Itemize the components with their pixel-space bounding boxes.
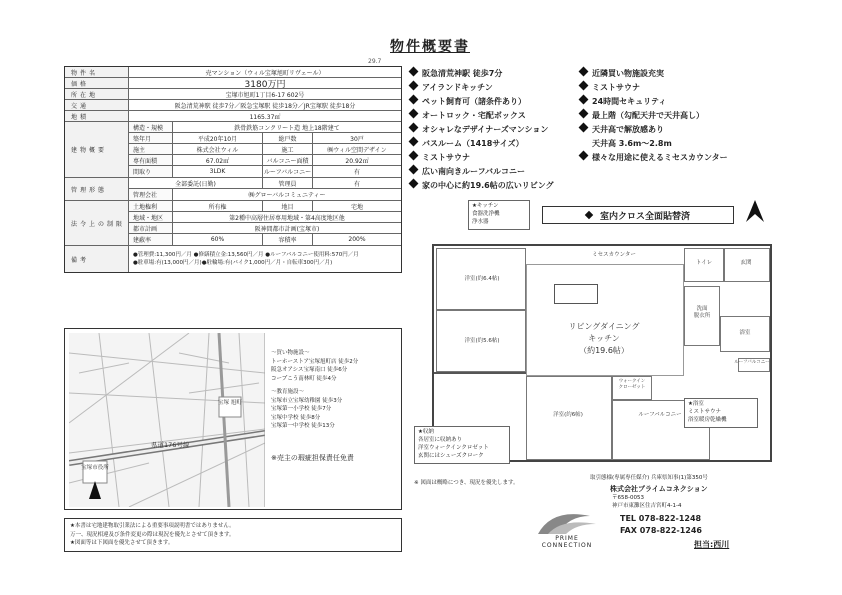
closet-label: ウォークイン クローゼット bbox=[618, 379, 646, 390]
balcony-label: バルコニー面積 bbox=[263, 155, 313, 165]
roof-label: ルーフバルコニー bbox=[734, 360, 770, 365]
shop-item: トーホーストア宝塚旭町店 徒歩2分 bbox=[271, 358, 359, 365]
zoning-label: 地域・地区 bbox=[129, 212, 173, 222]
built-label: 築年月 bbox=[129, 133, 173, 143]
structure-value: 鉄骨鉄筋コンクリート造 地上18階建て bbox=[234, 124, 340, 132]
seller-value: 株式会社ウィル bbox=[173, 144, 263, 154]
road-label: 県道176号線 bbox=[151, 441, 190, 449]
bath-label: 浴室 bbox=[739, 330, 751, 336]
school-item: 宝塚第一小学校 徒歩7分 bbox=[271, 406, 332, 413]
layout-label: 間取り bbox=[129, 166, 173, 177]
bullet-icon bbox=[409, 151, 419, 161]
disclaimer-note: ※売主の瑕疵担保責任免責 bbox=[271, 454, 354, 462]
storage-callout: ★収納 各居室に収納あり 洋室ウォークインクロゼット 玄関にはシューズクローク bbox=[414, 426, 510, 464]
bullet-icon bbox=[579, 109, 589, 119]
remarks-row bbox=[65, 246, 401, 272]
mgmt-type: 全部委託(日勤) bbox=[129, 178, 263, 188]
feature-item: 24時間セキュリティ bbox=[580, 96, 666, 107]
bullet-icon bbox=[579, 151, 589, 161]
feature-item: オシャレなデザイナーズマンション bbox=[410, 124, 548, 135]
shop-heading: ～買い物施設～ bbox=[271, 350, 310, 356]
footnote bbox=[64, 518, 402, 552]
bullet-icon bbox=[579, 67, 589, 77]
footnote-line: ★本書は宅地建物取引業法による重要事項説明書ではありません。 bbox=[70, 523, 235, 529]
builder-label: 施工 bbox=[263, 144, 313, 154]
footnote-line: 万一、現況相違及び条件変更の際は現況を優先とさせて頂きます。 bbox=[70, 531, 235, 538]
management-group bbox=[65, 178, 401, 201]
land-value: 1165.37㎡ bbox=[249, 113, 281, 121]
bullet-icon bbox=[409, 123, 419, 133]
room1-label: 洋室(約6.4帖) bbox=[464, 276, 500, 282]
kitchen-island bbox=[554, 284, 598, 304]
far-label: 容積率 bbox=[263, 234, 313, 245]
living-kitchen-label: キッチン bbox=[588, 334, 620, 343]
bullet-icon bbox=[409, 81, 419, 91]
fax-number: FAX 078-822-1246 bbox=[620, 526, 702, 535]
remarks-label: 備考 bbox=[65, 246, 129, 272]
nearby-facilities bbox=[271, 349, 358, 431]
layout-value: 3LDK bbox=[173, 166, 263, 177]
map-area-label2: 宝塚 旭町 bbox=[218, 400, 242, 406]
feature-item: 近隣買い物施設充実 bbox=[580, 68, 664, 79]
law-label: 法令上の制限 bbox=[65, 201, 129, 245]
kitchen-callout: ★キッチン 食器洗浄機 浄水器 bbox=[468, 200, 530, 230]
bullet-icon bbox=[579, 81, 589, 91]
coverage-label: 建蔽率 bbox=[129, 234, 173, 245]
feature-item: ペット飼育可（諸条件あり） bbox=[410, 96, 526, 107]
property-name: 売マンション（ウィル宝塚旭町リヴェール） bbox=[205, 69, 325, 77]
map-area-label1: 宝塚市役所 bbox=[81, 465, 109, 471]
feature-item: アイランドキッチン bbox=[410, 82, 493, 93]
feature-list bbox=[410, 66, 790, 196]
living-size-label: （約19.6帖） bbox=[579, 346, 629, 355]
shop-item: 阪急オアシス宝塚南口 徒歩6分 bbox=[271, 367, 348, 374]
mgmt-staff-value: 有 bbox=[353, 180, 360, 188]
bullet-icon bbox=[579, 123, 589, 133]
toilet-label: トイレ bbox=[695, 260, 713, 266]
rooftop-label: ルーフバルコニー bbox=[263, 166, 313, 177]
bullet-icon bbox=[585, 211, 593, 219]
city-value: 阪神間都市計画(宝塚市) bbox=[254, 225, 320, 233]
seller-label: 施主 bbox=[129, 144, 173, 154]
built-value: 平成20年10月 bbox=[173, 133, 263, 143]
bullet-icon bbox=[409, 67, 419, 77]
feature-item: ミストサウナ bbox=[410, 152, 470, 163]
bullet-icon bbox=[409, 179, 419, 189]
wall bbox=[434, 372, 526, 374]
structure-label: 構造・規模 bbox=[129, 122, 173, 132]
law-group bbox=[65, 201, 401, 246]
rooftop-value: 有 bbox=[353, 169, 360, 176]
traffic-label: 交通 bbox=[65, 100, 129, 110]
far-value: 200% bbox=[348, 236, 366, 243]
mgmt-label: 管理形態 bbox=[65, 178, 129, 200]
feature-item: 阪急清荒神駅 徒歩7分 bbox=[410, 68, 502, 79]
living-label: リビングダイニング bbox=[568, 322, 640, 331]
room2-label: 洋室(約5.6帖) bbox=[464, 338, 500, 344]
remarks-line2: ●駐車場:有(13,000円／月)●駐輪場:有(バイク1,000円／月・自転車300円／月) bbox=[133, 260, 333, 266]
living-room bbox=[526, 264, 684, 376]
company-name: 株式会社プライムコネクション bbox=[610, 485, 708, 493]
name-label: 物件名 bbox=[65, 67, 129, 77]
room3-label: 洋室(約6帖) bbox=[553, 412, 583, 418]
shop-item: コープこう南林町 徒歩4分 bbox=[271, 375, 337, 382]
area-label: 専有面積 bbox=[129, 155, 173, 165]
logo-text: PRIME CONNECTION bbox=[541, 535, 593, 549]
page-title: 物件概要書 bbox=[390, 39, 470, 55]
school-item: 宝塚中学校 徒歩8分 bbox=[271, 414, 321, 421]
zoning-value: 第2種中高層住居専用地域・第4高度地区他 bbox=[229, 214, 345, 222]
balcony-value: 20.92㎡ bbox=[345, 157, 369, 165]
units-label: 総戸数 bbox=[263, 133, 313, 143]
balcony-label: ルーフバルコニー bbox=[638, 412, 682, 418]
price-value: 3180万円 bbox=[244, 79, 286, 90]
feature-item: オートロック・宅配ボックス bbox=[410, 110, 526, 121]
feature-item: 最上階（勾配天井で天井高し） bbox=[580, 110, 704, 121]
plan-note: ※ 図面は概略につき、現況を優先します。 bbox=[414, 480, 519, 486]
mgmt-company-label: 管理会社 bbox=[129, 189, 173, 200]
building-group bbox=[65, 122, 401, 178]
area-map bbox=[69, 333, 265, 507]
location-value: 宝塚市旭町1丁目6-17 602号 bbox=[225, 91, 305, 99]
feature-item: バスルーム（1418サイズ） bbox=[410, 138, 524, 149]
feature-item: ミストサウナ bbox=[580, 82, 640, 93]
area-value: 67.02㎡ bbox=[173, 155, 263, 165]
bullet-icon bbox=[409, 95, 419, 105]
landuse-value: 宅地 bbox=[350, 203, 363, 211]
genkan-label: 玄関 bbox=[740, 260, 752, 266]
traffic-value: 阪急清荒神駅 徒歩7分／阪急宝塚駅 徒歩18分／JR宝塚駅 徒歩18分 bbox=[174, 102, 356, 110]
bullet-icon bbox=[409, 165, 419, 175]
feature-item: 広い南向きルーフバルコニー bbox=[410, 166, 525, 177]
rights-value: 所有権 bbox=[173, 201, 263, 211]
price-label: 価格 bbox=[65, 78, 129, 88]
broker-info: 取引態様(専属専任媒介) 兵庫県知事(1)第350号 bbox=[590, 475, 708, 481]
map-box bbox=[64, 328, 402, 510]
remarks-line1: ●管理費:11,300円／月 ●修繕積立金:13,560円／月 ●ルーフバルコニー使用料:570円／月 bbox=[133, 251, 359, 258]
school-heading: ～教育施設～ bbox=[271, 389, 305, 396]
location-label: 所在地 bbox=[65, 89, 129, 99]
coverage-value: 60% bbox=[173, 234, 263, 245]
city-label: 都市計画 bbox=[129, 223, 173, 233]
map-drawing bbox=[69, 333, 265, 507]
bath-callout: ★浴室 ミストサウナ 浴室暖房乾燥機 bbox=[684, 398, 758, 428]
bullet-icon bbox=[579, 95, 589, 105]
property-spec-table bbox=[64, 66, 402, 273]
feature-item: 様々な用途に使えるミセスカウンター bbox=[580, 152, 728, 163]
feature-item: 家の中心に約19.6帖の広いリビング bbox=[410, 180, 554, 191]
mgmt-staff-label: 管理員 bbox=[263, 178, 313, 188]
feature-item: 天井高で解放感あり bbox=[580, 124, 664, 135]
land-label: 地積 bbox=[65, 111, 129, 121]
building-label: 建物概要 bbox=[65, 122, 129, 177]
document-date: 29.7 bbox=[368, 58, 382, 65]
interior-banner: 室内クロス全面貼替済 bbox=[542, 206, 734, 224]
footnote-line: ★図面等は下図面を優先させて頂きます。 bbox=[70, 540, 174, 547]
washroom-label: 洗面 脱衣所 bbox=[693, 306, 711, 320]
bullet-icon bbox=[409, 109, 419, 119]
builder-value: ㈱ウィル空間デザイン bbox=[327, 146, 387, 154]
mgmt-company-value: ㈱グローバルコミュニティー bbox=[248, 192, 326, 199]
units-value: 30戸 bbox=[350, 135, 364, 143]
tel-number: TEL 078-822-1248 bbox=[620, 514, 702, 523]
school-item: 宝塚第一中学校 徒歩13分 bbox=[271, 423, 335, 430]
counter-label: ミセスカウンター bbox=[592, 252, 636, 258]
school-item: 宝塚市立宝塚幼稚園 徒歩3分 bbox=[271, 397, 343, 404]
rights-label: 土地権利 bbox=[129, 201, 173, 211]
landuse-label: 地目 bbox=[263, 201, 313, 211]
bullet-icon bbox=[409, 137, 419, 147]
contact-person: 担当:西川 bbox=[694, 540, 730, 549]
north-arrow-icon bbox=[744, 198, 766, 224]
company-address: 〒658-0053 神戸市東灘区住吉宮町4-1-4 bbox=[612, 495, 682, 510]
feature-item: 天井高 3.6m～2.8m bbox=[592, 139, 672, 148]
